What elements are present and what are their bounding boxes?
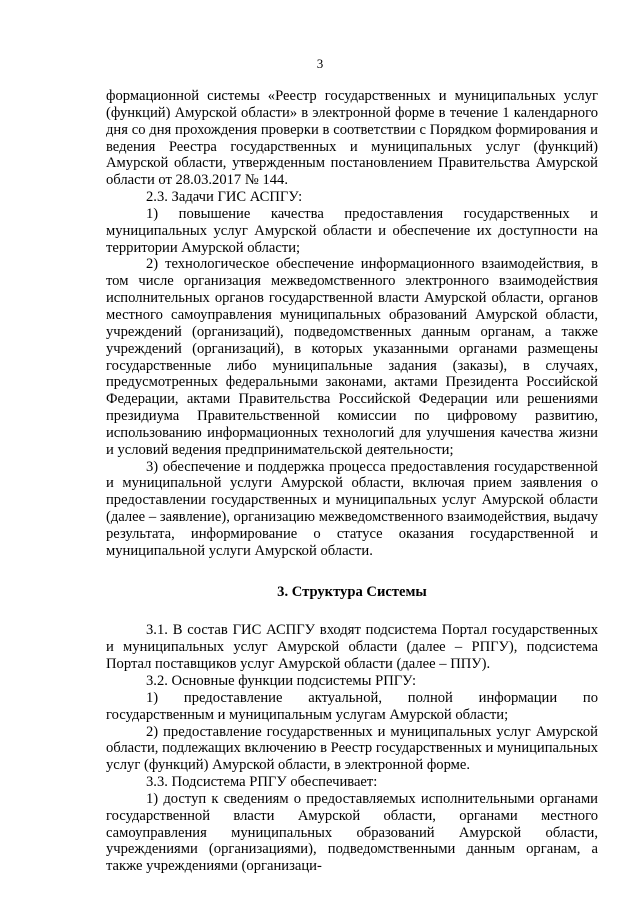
paragraph-2-3-item-3: 3) обеспечение и поддержка процесса предоставления государственной и муниципальной услуги Амурской области, включая прием заявления о предоставлении государственных и муниципальных услуг Амурской области (далее – заявление), организацию межведомственного взаимодействия, выдачу результата, информирование о статусе оказания государственной и муниципальной услуги Амурской области. <box>106 458 598 559</box>
paragraph-3-3: 3.3. Подсистема РПГУ обеспечивает: <box>146 774 378 791</box>
paragraph-3-1: 3.1. В состав ГИС АСПГУ входят подсистема Портал государственных и муниципальных услуг Амурской области (далее – РПГУ), подсистема Портал поставщиков услуг Амурской области (далее – ППУ). <box>106 622 598 673</box>
paragraph-intro: формационной системы «Реестр государственных и муниципальных услуг (функций) Амурской области» в электронной форме в течение 1 календарного дня со дня прохождения проверки в соответствии с Порядком формирования и ведения Реестра государственных и муниципальных услуг (функций) Амурской области, утвержденным постановлением Правительства Амурской области от 28.03.2017 № 144. <box>106 88 598 189</box>
paragraph-3-2-item-2: 2) предоставление государственных и муниципальных услуг Амурской области, подлежащих включению в Реестр государственных и муниципальных услуг (функций) Амурской области, в электронной форме. <box>106 723 599 774</box>
paragraph-2-3: 2.3. Задачи ГИС АСПГУ: <box>146 189 303 206</box>
paragraph-3-2-item-1: 1) предоставление актуальной, полной информации по государственным и муниципальным услугам Амурской области; <box>106 689 598 723</box>
paragraph-2-3-item-2: 2) технологическое обеспечение информационного взаимодействия, в том числе организация межведомственного электронного взаимодействия исполнительных органов государственной власти Амурской области, органов местного самоуправления муниципальных образований Амурской области, учреждений (организаций), подведомственных данным органам, а также учреждений (организаций), в которых указанными органами размещены государственные либо муниципальные задания (заказы), в случаях, предусмотренных федеральными законами, актами Президента Российской Федерации, актами Правительства Российской Федерации или решениями президиума Правительственной комиссии по цифровому развитию, использованию информационных технологий для улучшения качества жизни и условий ведения предпринимательской деятельности; <box>106 256 598 458</box>
document-body <box>106 88 598 875</box>
paragraph-2-3-item-1: 1) повышение качества предоставления государственных и муниципальных услуг Амурской области и обеспечение их доступности на территории Амурской области; <box>106 205 598 256</box>
paragraph-3-2: 3.2. Основные функции подсистемы РПГУ: <box>146 673 417 689</box>
paragraph-3-3-item-1: 1) доступ к сведениям о предоставляемых исполнительными органами государственной власти Амурской области, органами местного самоуправления муниципальных образований Амурской области, учреждениями (организациями), подведомственными данным органам, а также учреждениями (организаци- <box>106 790 598 875</box>
section-3-heading: 3. Структура Системы <box>277 583 427 600</box>
page-number: 3 <box>316 56 324 71</box>
